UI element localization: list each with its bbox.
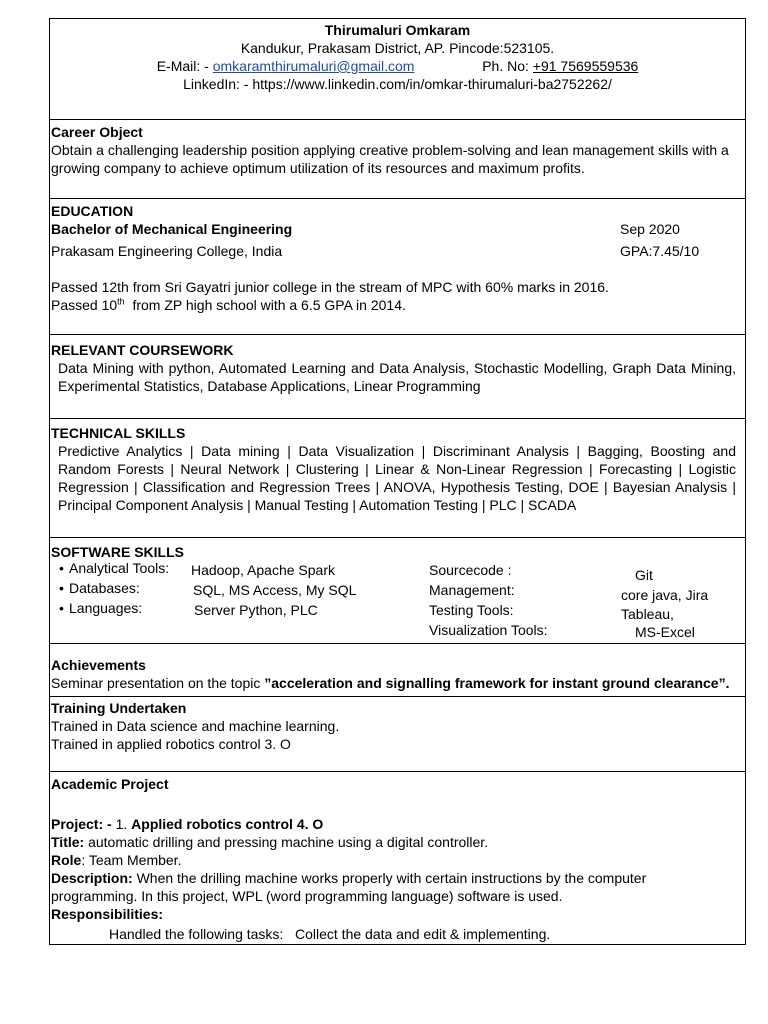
tenth-post: from ZP high school with a 6.5 GPA in 2014. [124,297,406,313]
title-line [51,833,744,851]
achievement-topic: ”acceleration and signalling framework for instant ground clearance”. [264,675,730,691]
software-value-right: MS-Excel [635,624,695,640]
software-row-analytical [59,559,169,577]
email-link[interactable]: omkaramthirumaluri@gmail.com [212,58,415,74]
software-value: Hadoop, Apache Spark [191,562,335,578]
training-heading: Training Undertaken [51,700,187,716]
degree-row [51,220,744,238]
responsibilities-text: Handled the following tasks: Collect the data and edit & implementing. [109,926,551,942]
title-label: Title: [51,834,85,850]
technical-section [50,419,745,538]
software-label-right: Management: [429,582,515,598]
contact-header [50,19,745,120]
academic-section [50,772,745,944]
software-label-right: Sourcecode : [429,562,512,578]
coursework-heading: RELEVANT COURSEWORK [51,342,234,358]
college: Prakasam Engineering College, India [51,243,283,259]
project-line [51,815,744,833]
bullet: • [59,600,64,616]
address: Kandukur, Prakasam District, AP. Pincode:523105. [240,40,555,56]
software-grid [51,561,744,639]
gpa: GPA:7.45/10 [620,243,700,259]
project-label: Project: - [51,816,112,832]
technical-text: Predictive Analytics | Data mining | Data Visualization | Discriminant Analysis | Bagging, Boosting and Random Forests | Neural Network | Clustering | Linear & Non-Linear Regression | Forecasting | Logistic Regression | Classification and Regression Trees | ANOVA, Hypothesis Testing, DOE | Bayesian Analysis | Principal Component Analysis | Manual Testing | Automation Testing | PLC | SCADA [58,443,736,513]
role-line [51,851,744,869]
contact-line [50,57,745,75]
software-value-right: core java, Jira [621,587,709,603]
education-section [50,199,745,335]
description-text: When the drilling machine works properly with certain instructions by the computer programming. In this project, WPL (word programming language) software is used. [51,870,647,904]
achievements-text [51,674,744,692]
degree: Bachelor of Mechanical Engineering [51,221,293,237]
software-value: SQL, MS Access, My SQL [193,582,357,598]
coursework-text: Data Mining with python, Automated Learning and Data Analysis, Stochastic Modelling, Graph Data Mining, Experimental Statistics, Database Applications, Linear Programming [58,360,736,394]
software-value-right: Tableau, [621,606,674,622]
academic-heading: Academic Project [51,776,169,792]
college-row [51,242,744,260]
achievements-heading: Achievements [51,657,146,673]
bullet: • [59,560,64,576]
resume-document [49,18,746,945]
description-block [51,869,744,905]
achievement-pre: Seminar presentation on the topic [51,675,265,691]
project-name: Applied robotics control 4. O [131,816,324,832]
twelfth-line: Passed 12th from Sri Gayatri junior college in the stream of MPC with 60% marks in 2016. [51,279,609,295]
project-number: 1. [111,816,132,832]
achievements-section [50,644,745,697]
software-label-right: Testing Tools: [429,602,514,618]
role-text: : Team Member. [81,852,182,868]
education-heading: EDUCATION [51,203,134,219]
software-label: Languages: [69,600,143,616]
tenth-pre: Passed 10 [51,297,118,313]
role-label: Role [51,852,82,868]
title-text: automatic drilling and pressing machine using a digital controller. [84,834,489,850]
software-label: Databases: [69,580,140,596]
software-section [50,538,745,644]
phone-link[interactable]: +91 7569559536 [532,58,639,74]
career-heading: Career Object [51,124,143,140]
software-value-right: Git [635,567,653,583]
phone-label: Ph. No: [482,58,529,74]
training-item: Trained in applied robotics control 3. O [51,736,291,752]
bullet: • [59,580,64,596]
responsibilities-label: Responsibilities: [51,906,164,922]
graduation-date: Sep 2020 [620,221,680,237]
software-row-databases [59,579,140,597]
career-text: Obtain a challenging leadership position applying creative problem-solving and lean management skills with a growing company to achieve optimum utilization of its resources and maximum profits. [51,142,729,176]
software-value: Server Python, PLC [194,602,318,618]
technical-heading: TECHNICAL SKILLS [51,425,186,441]
tenth-line [51,296,744,314]
description-label: Description: [51,870,133,886]
training-section [50,697,745,772]
software-label-right: Visualization Tools: [429,622,548,638]
tenth-sup: th [117,296,125,307]
linkedin-line: LinkedIn: - https://www.linkedin.com/in/omkar-thirumaluri-ba2752262/ [183,76,612,92]
software-row-languages [59,599,142,617]
coursework-section [50,335,745,419]
training-item: Trained in Data science and machine learning. [51,718,340,734]
software-label: Analytical Tools: [69,560,170,576]
career-section [50,120,745,199]
candidate-name: Thirumaluri Omkaram [324,22,471,38]
email-label: E-Mail: - [156,58,209,74]
software-heading: SOFTWARE SKILLS [51,544,184,560]
